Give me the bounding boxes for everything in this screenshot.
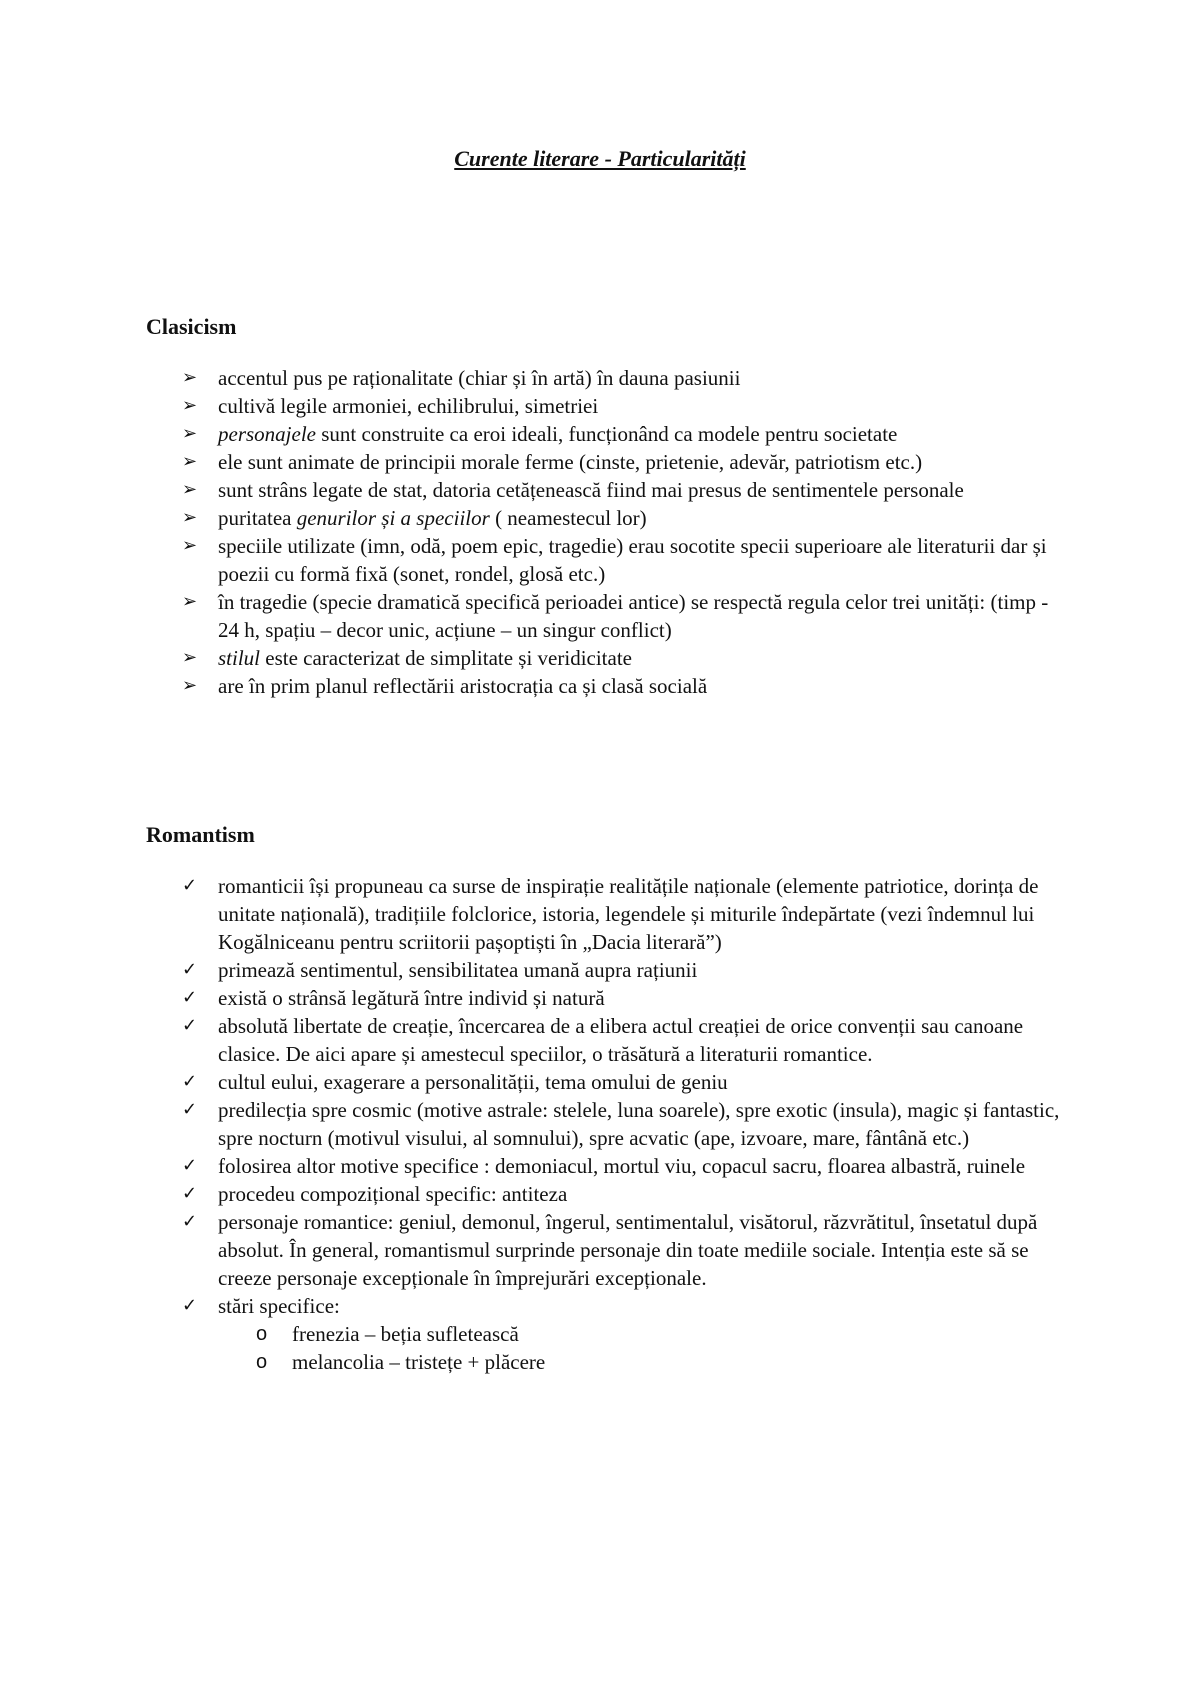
checkmark-bullet-icon: ✓	[182, 1099, 198, 1120]
arrowhead-bullet-icon: ➢	[182, 423, 198, 444]
list-item: ✓ cultul eului, exagerare a personalității, tema omului de geniu	[182, 1070, 728, 1094]
arrowhead-bullet-icon: ➢	[182, 535, 198, 556]
sub-list-item: o frenezia – beția sufletească	[256, 1322, 519, 1346]
section-clasicism	[146, 314, 1066, 700]
checkmark-bullet-icon: ✓	[182, 875, 198, 896]
arrowhead-bullet-icon: ➢	[182, 675, 198, 696]
list-item: ✓ procedeu compozițional specific: antiteza	[182, 1182, 568, 1206]
list-item: ✓ există o strânsă legătură între individ și natură	[182, 986, 605, 1010]
checkmark-bullet-icon: ✓	[182, 959, 198, 980]
romantism-list	[146, 872, 1066, 1376]
sub-list-item: o melancolia – tristețe + plăcere	[256, 1350, 546, 1374]
arrowhead-bullet-icon: ➢	[182, 367, 198, 388]
list-item: ➢ în tragedie (specie dramatică specifică perioadei antice) se respectă regula celor trei unități: (timp - 24 h, spațiu – decor unic, acțiune – un singur conflict)	[182, 590, 1049, 642]
checkmark-bullet-icon: ✓	[182, 1015, 198, 1036]
section-heading-clasicism: Clasicism	[146, 314, 237, 339]
arrowhead-bullet-icon: ➢	[182, 591, 198, 612]
list-item: ✓ stări specifice: o frenezia – beția sufletească o melancolia – tristețe + plăcere	[146, 1292, 1066, 1376]
arrowhead-bullet-icon: ➢	[182, 647, 198, 668]
list-item: ✓ absolută libertate de creație, încercarea de a elibera actul creației de orice convenții sau canoane clasice. De aici apare și amestecul speciilor, o trăsătură a literaturii romantice.	[182, 1014, 1024, 1066]
checkmark-bullet-icon: ✓	[182, 1295, 198, 1316]
list-item: ➢ speciile utilizate (imn, odă, poem epic, tragedie) erau socotite specii superioare ale literaturii dar și poezii cu formă fixă (sonet, rondel, glosă etc.)	[182, 534, 1047, 586]
checkmark-bullet-icon: ✓	[182, 1183, 198, 1204]
page-title: Curente literare - Particularități	[454, 146, 746, 171]
section-romantism	[146, 822, 1066, 1376]
list-item: ✓ romanticii își propuneau ca surse de inspirație realitățile naționale (elemente patriotice, dorința de unitate națională), tradițiile folclorice, istoria, legendele și miturile îndepărtate (vezi îndemnul lui Kogălniceanu pentru scriitorii pașoptiști în „Dacia literară”)	[182, 874, 1039, 954]
checkmark-bullet-icon: ✓	[182, 1071, 198, 1092]
clasicism-list	[146, 364, 1066, 700]
checkmark-bullet-icon: ✓	[182, 1211, 198, 1232]
list-item: ➢ personajele sunt construite ca eroi ideali, funcționând ca modele pentru societate	[182, 422, 898, 446]
arrowhead-bullet-icon: ➢	[182, 451, 198, 472]
list-item: ✓ predilecția spre cosmic (motive astrale: stelele, luna soarele), spre exotic (insula), magic și fantastic, spre nocturn (motivul visului, al somnului), spre acvatic (ape, izvoare, mare, fântână etc.)	[182, 1098, 1060, 1150]
list-item: ➢ are în prim planul reflectării aristocrația ca și clasă socială	[182, 674, 708, 698]
list-item: ✓ primează sentimentul, sensibilitatea umană aupra rațiunii	[182, 958, 698, 982]
sub-list	[146, 1320, 1066, 1376]
arrowhead-bullet-icon: ➢	[182, 507, 198, 528]
circle-bullet-icon: o	[256, 1351, 268, 1373]
circle-bullet-icon: o	[256, 1323, 268, 1345]
list-item: ➢ cultivă legile armoniei, echilibrului, simetriei	[182, 394, 599, 418]
list-item: ✓ folosirea altor motive specifice : demoniacul, mortul viu, copacul sacru, floarea albastră, ruinele	[182, 1154, 1026, 1178]
list-item: ➢ puritatea genurilor și a speciilor ( neamestecul lor)	[182, 506, 647, 530]
list-item: ➢ accentul pus pe raționalitate (chiar și în artă) în dauna pasiunii	[182, 366, 741, 390]
section-heading-romantism: Romantism	[146, 822, 255, 847]
list-item: ➢ ele sunt animate de principii morale ferme (cinste, prietenie, adevăr, patriotism etc.)	[182, 450, 923, 474]
arrowhead-bullet-icon: ➢	[182, 479, 198, 500]
arrowhead-bullet-icon: ➢	[182, 395, 198, 416]
checkmark-bullet-icon: ✓	[182, 987, 198, 1008]
list-item: ✓ personaje romantice: geniul, demonul, îngerul, sentimentalul, visătorul, răzvrătitul, însetatul după absolut. În general, romantismul surprinde personaje din toate mediile sociale. Intenția este să se creeze personaje excepționale în împrejurări excepționale.	[182, 1210, 1038, 1290]
checkmark-bullet-icon: ✓	[182, 1155, 198, 1176]
list-item: ➢ stilul este caracterizat de simplitate și veridicitate	[182, 646, 632, 670]
list-item: ➢ sunt strâns legate de stat, datoria cetățenească fiind mai presus de sentimentele personale	[182, 478, 964, 502]
